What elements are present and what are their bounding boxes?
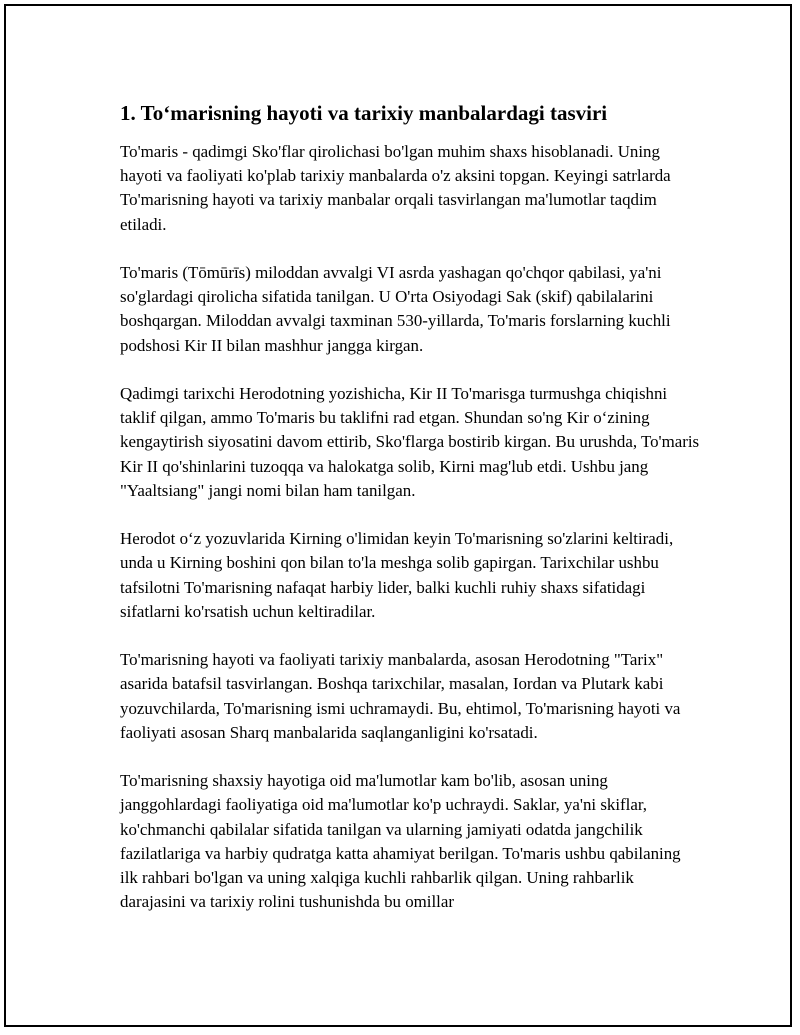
paragraph-intro: To'maris - qadimgi Sko'flar qirolichasi bo'lgan muhim shaxs hisoblanadi. Uning hayoti va faoliyati ko'plab tarixiy manbalarda o'z aksini topgan. Keyingi satrlarda To'marisning hayoti va tarixiy manbalar orqali tasvirlangan ma'lumotlar taqdim etiladi. bbox=[120, 142, 671, 234]
paragraph-origins: To'maris (Tōmūrīs) miloddan avvalgi VI asrda yashagan qo'chqor qabilasi, ya'ni so'glardagi qirolicha sifatida tanilgan. U O'rta Osiyodagi Sak (skif) qabilalarini boshqargan. Miloddan avvalgi taxminan 530-yillarda, To'maris forslarning kuchli podshosi Kir II bilan mashhur jangga kirgan. bbox=[120, 263, 671, 355]
page-frame bbox=[4, 4, 792, 1027]
document-body bbox=[120, 98, 700, 939]
paragraph-herodotus-war: Qadimgi tarixchi Herodotning yozishicha, Kir II To'marisga turmushga chiqishni taklif qilgan, ammo To'maris bu taklifni rad etgan. Shundan so'ng Kir o‘zining kengaytirish siyosatini davom ettirib, Sko'flarga bostirib kirgan. Bu urushda, To'maris Kir II qo'shinlarini tuzoqqa va halokatga solib, Kirni mag'lub etdi. Ushbu jang "Yaaltsiang" jangi nomi bilan ham tanilgan. bbox=[120, 384, 700, 500]
paragraph-sources: To'marisning hayoti va faoliyati tarixiy manbalarda, asosan Herodotning "Tarix" asarida batafsil tasvirlangan. Boshqa tarixchilar, masalan, Iordan va Plutark kabi yozuvchilarda, To'marisning ismi uchramaydi. Bu, ehtimol, To'marisning hayoti va faoliyati asosan Sharq manbalarida saqlanganligini ko'rsatadi. bbox=[120, 650, 681, 742]
section-title: 1. To‘marisning hayoti va tarixiy manbalardagi tasviri bbox=[120, 101, 608, 125]
paragraph-personal-life: To'marisning shaxsiy hayotiga oid ma'lumotlar kam bo'lib, asosan uning janggohlardagi faoliyatiga oid ma'lumotlar ko'p uchraydi. Saklar, ya'ni skiflar, ko'chmanchi qabilalar sifatida tanilgan va ularning jamiyati odatda jangchilik fazilatlariga va harbiy qudratga katta ahamiyat berilgan. To'maris ushbu qabilaning ilk rahbari bo'lgan va uning xalqiga kuchli rahbarlik qilgan. Uning rahbarlik darajasini va tarixiy rolini tushunishda bu omillar bbox=[120, 771, 681, 912]
paragraph-herodotus-words: Herodot o‘z yozuvlarida Kirning o'limidan keyin To'marisning so'zlarini keltiradi, unda u Kirning boshini qon bilan to'la meshga solib gapirgan. Tarixchilar ushbu tafsilotni To'marisning nafaqat harbiy lider, balki kuchli ruhiy shaxs sifatidagi sifatlarni ko'rsatish uchun keltiradilar. bbox=[120, 529, 674, 621]
